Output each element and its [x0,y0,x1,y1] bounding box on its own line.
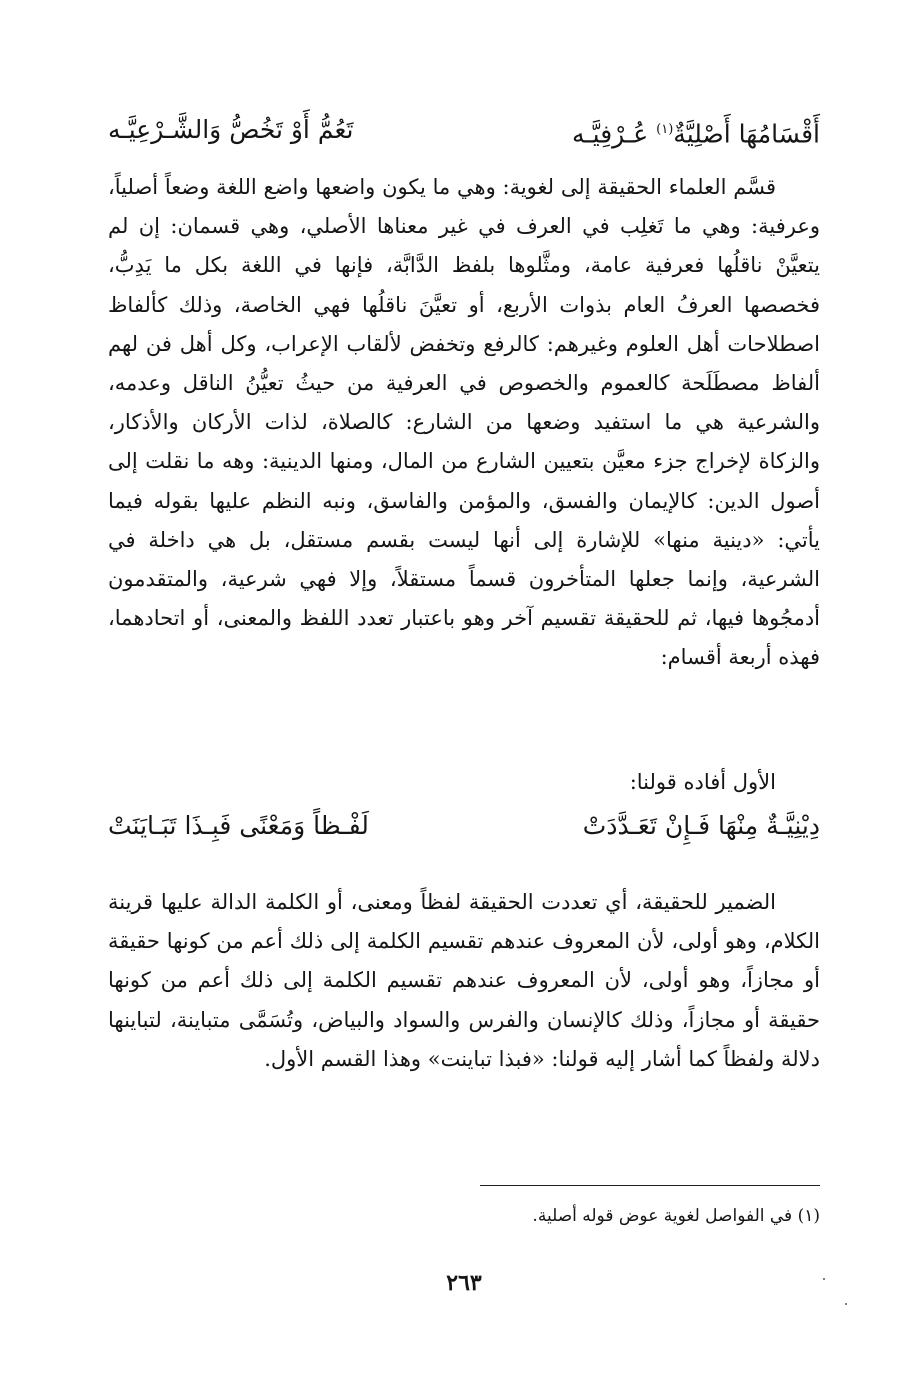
verse-line-2 [108,808,820,844]
page-number: ٢٦٣ [446,1270,482,1296]
verse-1-right-text: أَقْسَامُهَا أَصْلِيَّةٌ [673,119,820,149]
verse-2-left-hemistich: لَفْـظاً وَمَعْنًى فَبِـذَا تَبَـايَنَتْ [108,811,369,840]
footnote: (١) في الفواصل لغوية عوض قوله أصلية. [532,1206,820,1226]
footnote-marker[interactable]: (١) [656,122,674,137]
verse-1-left-hemistich: تَعُمُّ أَوْ تَخُصُّ وَالشَّـرْعِيَّـه [108,115,354,144]
paragraph-1: قسَّم العلماء الحقيقة إلى لغوية: وهي ما يكون واضعها واضع اللغة وضعاً أصلياً، وعرفية: وهي ما تَغلِب في العرف في غير معناها الأصلي، وهي قسمان: إن لم يتعيَّنْ ناقلُها فعرفية عامة، ومثَّلوها بلفظ الدَّابَّة، فإنها في اللغة بكل ما يَدِبُّ، فخصصها العرفُ العام بذوات الأربع، أو تعيَّنَ ناقلُها فهي الخاصة، وذلك كألفاظ اصطلاحات أهل العلوم وغيرهم: كالرفع وتخفض لألقاب الإعراب، وكل أهل فن لهم ألفاظ مصطَلَحة كالعموم والخصوص في العرفية من حيثُ تعيُّنُ الناقل وعدمه، والشرعية هي ما استفيد وضعها من الشارع: كالصلاة، لذات الأركان والأذكار، والزكاة لإخراج جزء معيَّن بتعيين الشارع من المال، ومنها الدينية: وهه ما نقلت إلى أصول الدين: كالإيمان والفسق، والمؤمن والفاسق، ونبه النظم عليها بقوله فيما يأتي: «دينية منها» للإشارة إلى أنها ليست بقسم مستقل، بل هي داخلة في الشرعية، وإنما جعلها المتأخرون قسماً مستقلاً، وإلا فهي شرعية، والمتقدمون أدمجُوها فيها، ثم للحقيقة تقسيم آخر وهو باعتبار تعدد اللفظ والمعنى، أو اتحادهما، فهذه أربعة أقسام: [108,175,820,670]
scan-speck [823,1278,825,1280]
book-page [108,0,820,1384]
paragraph-3: الضمير للحقيقة، أي تعددت الحقيقة لفظاً ومعنى، أو الكلمة الدالة عليها قرينة الكلام، وهو أولى، لأن المعروف عندهم تقسيم الكلمة إلى ذلك أعم من كونها حقيقة أو مجازاً، وهو أولى، لأن المعروف عندهم تقسيم الكلمة إلى ذلك أعم من كونها حقيقة أو مجازاً، وذلك كالإنسان والفرس والسواد والبياض، وتُسَمَّى متباينة، لتباينها دلالة ولفظاً كما أشار إليه قولنا: «فبذا تباينت» وهذا القسم الأول. [108,890,820,1071]
verse-2-right-hemistich: دِيْنِيَّـةٌ مِنْهَا فَـإِنْ تَعَـدَّدَتْ [582,811,820,840]
scan-speck [845,1303,847,1305]
verse-line-1 [108,112,820,152]
verse-1-right-text-end: عُـرْفِيَّـه [571,119,649,149]
footnote-separator [480,1185,820,1186]
verse-1-right-hemistich [572,112,820,152]
paragraph-2: الأول أفاده قولنا: [629,770,776,794]
